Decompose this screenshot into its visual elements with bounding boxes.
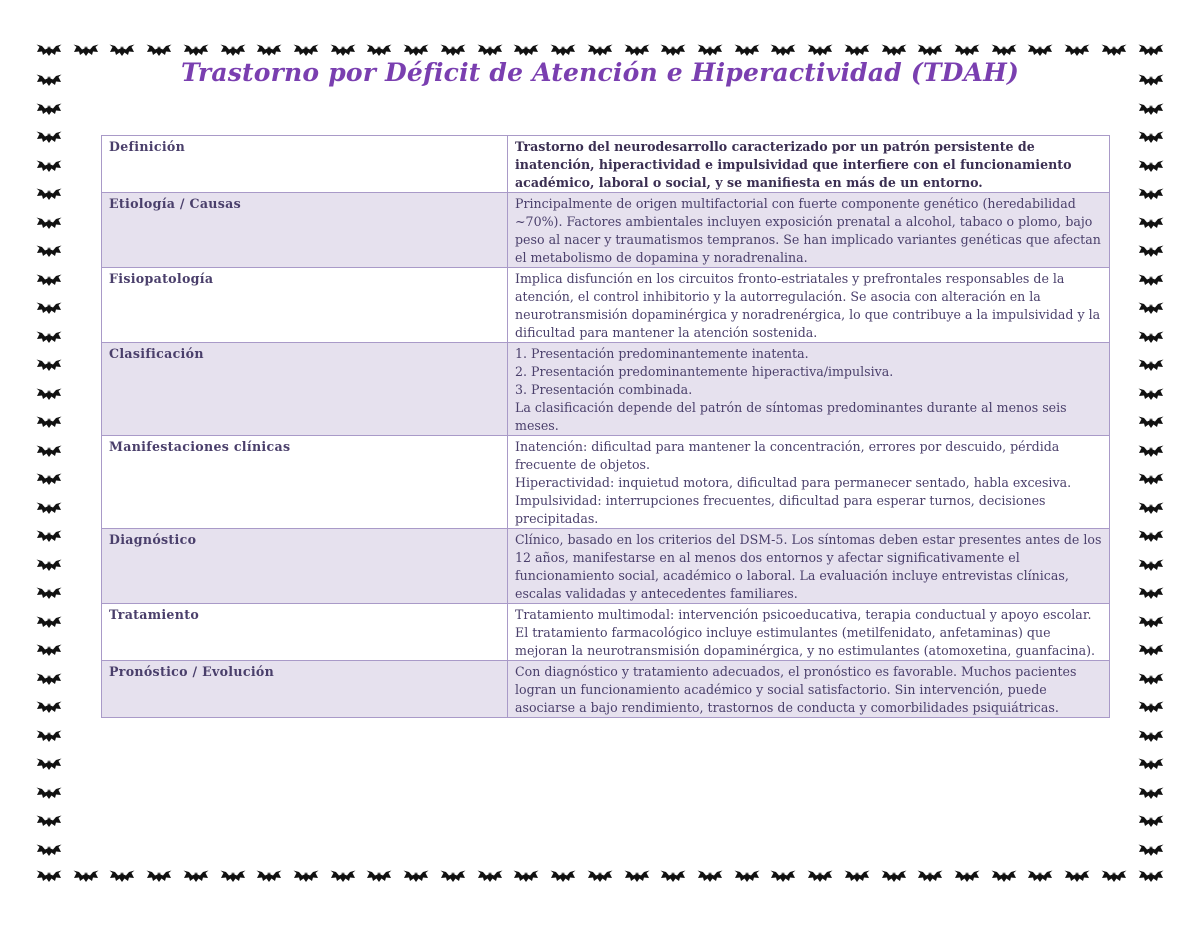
table-row [102,343,1110,436]
bat-icon [1138,384,1164,404]
row-label: Tratamiento [102,604,508,661]
bat-icon [770,866,796,886]
bat-icon [36,498,62,518]
bat-icon [624,40,650,60]
bat-icon [734,866,760,886]
bat-icon [183,40,209,60]
bat-icon [1138,156,1164,176]
table-row [102,661,1110,718]
table-row [102,604,1110,661]
bat-icon [477,40,503,60]
bat-icon [36,355,62,375]
bat-icon [256,40,282,60]
bat-icon [697,866,723,886]
bat-icon [881,40,907,60]
bat-icon [1138,184,1164,204]
bat-icon [734,40,760,60]
bat-icon [770,40,796,60]
bat-icon [477,866,503,886]
bat-icon [1138,526,1164,546]
bat-icon [1138,412,1164,432]
bat-icon [1138,811,1164,831]
bat-icon [550,40,576,60]
bat-icon [550,866,576,886]
row-label: Fisiopatología [102,268,508,343]
bat-icon [1138,99,1164,119]
bat-icon [440,40,466,60]
bat-icon [1027,866,1053,886]
bat-icon [660,40,686,60]
bat-icon [36,184,62,204]
description-line: La clasificación depende del patrón de síntomas predominantes durante al menos seis meses. [515,400,1067,433]
bat-border-right [1136,70,1166,860]
bat-icon [73,40,99,60]
bat-icon [36,640,62,660]
bat-icon [513,866,539,886]
bat-icon [36,526,62,546]
bat-icon [1138,840,1164,860]
description-line: Principalmente de origen multifactorial con fuerte componente genético (heredabilidad ~70%). Factores ambientales incluyen exposición prenatal a alcohol, tabaco o plomo, bajo peso al nacer y traumatismos tempranos. Se han implicado variantes genéticas que afectan el metabolismo de dopamina y noradrenalina. [515,196,1101,265]
bat-icon [1101,866,1127,886]
bat-icon [1138,441,1164,461]
bat-icon [256,866,282,886]
bat-icon [403,40,429,60]
row-label: Clasificación [102,343,508,436]
bat-icon [1138,127,1164,147]
bat-icon [36,840,62,860]
row-label: Diagnóstico [102,529,508,604]
bat-icon [366,40,392,60]
bat-icon [1138,726,1164,746]
bat-icon [109,866,135,886]
bat-icon [440,866,466,886]
description-line: Clínico, basado en los criterios del DSM-5. Los síntomas deben estar presentes antes de los 12 años, manifestarse en al menos dos entornos y afectar significativamente el funcionamiento social, académico o laboral. La evaluación incluye entrevistas clínicas, escalas validadas y antecedentes familiares. [515,532,1102,601]
bat-icon [146,40,172,60]
bat-icon [330,866,356,886]
description-line: Trastorno del neurodesarrollo caracterizado por un patrón persistente de inatención, hiperactividad e impulsividad que interfiere con el funcionamiento académico, laboral o social, y se manifiesta en más de un entorno. [515,139,1072,190]
row-description [508,343,1110,436]
bat-icon [36,697,62,717]
bat-icon [660,866,686,886]
bat-icon [1064,40,1090,60]
row-description [508,604,1110,661]
bat-icon [36,469,62,489]
bat-icon [293,40,319,60]
description-line: Inatención: dificultad para mantener la concentración, errores por descuido, pérdida frecuente de objetos. [515,439,1060,472]
description-line: Hiperactividad: inquietud motora, dificultad para permanecer sentado, habla excesiva. [515,475,1072,490]
bat-icon [881,866,907,886]
table-row [102,268,1110,343]
bat-icon [183,866,209,886]
bat-icon [1138,866,1164,886]
row-description [508,529,1110,604]
row-description [508,268,1110,343]
bat-icon [36,40,62,60]
bat-icon [697,40,723,60]
bat-icon [624,866,650,886]
bat-icon [36,270,62,290]
description-line: Tratamiento multimodal: intervención psicoeducativa, terapia conductual y apoyo escolar. El tratamiento farmacológico incluye estimulantes (metilfenidato, anfetaminas) que mejoran la neurotransmisión dopaminérgica, y no estimulantes (atomoxetina, guanfacina). [515,607,1096,658]
bat-icon [917,40,943,60]
bat-icon [36,866,62,886]
row-label: Manifestaciones clínicas [102,436,508,529]
table-row [102,136,1110,193]
bat-icon [1138,669,1164,689]
bat-border-left [34,70,64,860]
bat-icon [587,866,613,886]
bat-icon [109,40,135,60]
row-description [508,136,1110,193]
bat-icon [954,866,980,886]
description-line: Impulsividad: interrupciones frecuentes, dificultad para esperar turnos, decisiones precipitadas. [515,493,1046,526]
bat-icon [36,213,62,233]
bat-icon [1138,583,1164,603]
bat-icon [1138,612,1164,632]
bat-icon [1138,697,1164,717]
bat-icon [917,866,943,886]
bat-icon [146,866,172,886]
bat-icon [1138,783,1164,803]
bat-icon [36,726,62,746]
bat-icon [36,555,62,575]
bat-icon [36,583,62,603]
bat-icon [1138,640,1164,660]
bat-icon [844,40,870,60]
description-line: 1. Presentación predominantemente inatenta. [515,346,809,361]
row-label: Pronóstico / Evolución [102,661,508,718]
bat-icon [36,127,62,147]
info-table [101,135,1110,718]
bat-icon [991,40,1017,60]
bat-icon [1138,355,1164,375]
bat-icon [1027,40,1053,60]
bat-icon [1138,298,1164,318]
bat-icon [73,866,99,886]
bat-icon [36,412,62,432]
bat-icon [36,754,62,774]
bat-icon [330,40,356,60]
bat-icon [36,612,62,632]
bat-icon [587,40,613,60]
bat-icon [844,866,870,886]
bat-icon [220,866,246,886]
table-row [102,529,1110,604]
table-row [102,436,1110,529]
bat-icon [1064,866,1090,886]
bat-icon [1138,241,1164,261]
bat-icon [807,866,833,886]
table-row [102,193,1110,268]
bat-icon [366,866,392,886]
bat-icon [1138,213,1164,233]
bat-icon [220,40,246,60]
bat-icon [36,441,62,461]
bat-icon [1138,754,1164,774]
bat-icon [1138,469,1164,489]
bat-icon [36,669,62,689]
bat-icon [36,783,62,803]
row-description [508,193,1110,268]
description-line: Implica disfunción en los circuitos fronto-estriatales y prefrontales responsables de la atención, el control inhibitorio y la autorregulación. Se asocia con alteración en la neurotransmisión dopaminérgica y noradrenérgica, lo que contribuye a la impulsividad y la dificultad para mantener la atención sostenida. [515,271,1101,340]
bat-icon [36,327,62,347]
bat-icon [36,99,62,119]
bat-icon [991,866,1017,886]
bat-icon [1138,555,1164,575]
bat-icon [513,40,539,60]
bat-icon [403,866,429,886]
bat-icon [36,298,62,318]
bat-icon [36,384,62,404]
bat-icon [807,40,833,60]
bat-icon [1101,40,1127,60]
row-description [508,661,1110,718]
bat-icon [954,40,980,60]
bat-border-bottom [36,866,1164,890]
bat-icon [1138,40,1164,60]
bat-icon [1138,327,1164,347]
bat-icon [1138,498,1164,518]
row-label: Definición [102,136,508,193]
bat-icon [293,866,319,886]
row-label: Etiología / Causas [102,193,508,268]
row-description [508,436,1110,529]
page-title: Trastorno por Déficit de Atención e Hiperactividad (TDAH) [181,58,1019,87]
description-line: Con diagnóstico y tratamiento adecuados, el pronóstico es favorable. Muchos pacientes logran un funcionamiento académico y social satisfactorio. Sin intervención, puede asociarse a bajo rendimiento, trastornos de conducta y comorbilidades psiquiátricas. [515,664,1077,715]
description-line: 3. Presentación combinada. [515,382,693,397]
bat-icon [1138,270,1164,290]
bat-icon [36,156,62,176]
bat-icon [36,241,62,261]
description-line: 2. Presentación predominantemente hiperactiva/impulsiva. [515,364,894,379]
bat-icon [36,811,62,831]
